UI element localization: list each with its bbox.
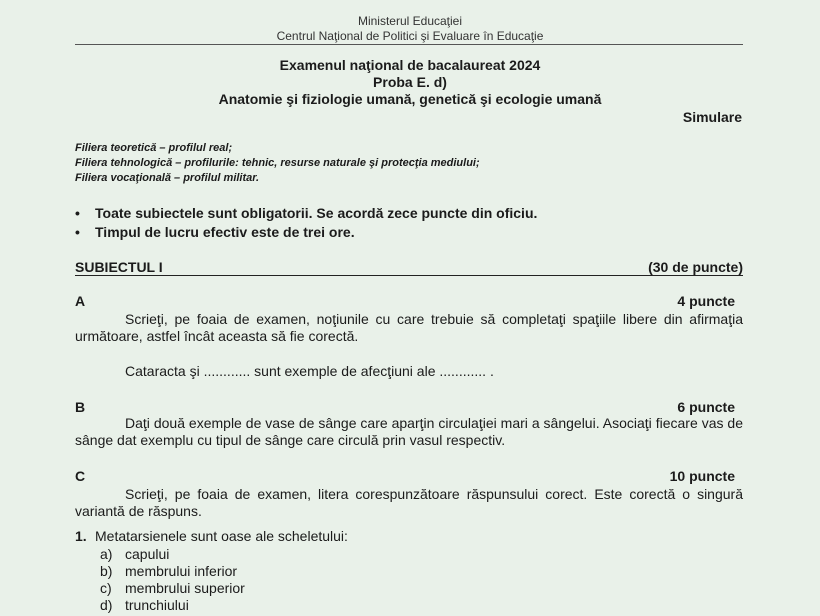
option-c (100, 580, 245, 596)
section-c-heading (75, 468, 743, 484)
section-a-letter: A (75, 293, 86, 309)
section-b-heading (75, 399, 743, 415)
section-b-points: 6 puncte (677, 399, 735, 415)
bullet-dot-icon: • (75, 205, 80, 221)
subject-title: SUBIECTUL I (75, 259, 163, 275)
subject-heading (75, 259, 743, 275)
section-b-letter: B (75, 399, 86, 415)
filiera-teoretica: Filiera teoretică – profilul real; (75, 142, 233, 154)
exam-subject: Anatomie şi fiziologie umană, genetică şi ecologie umană (218, 91, 602, 107)
option-letter: c) (100, 580, 112, 596)
section-a-instructions: Scrieţi, pe foaia de examen, noţiunile cu care trebuie să completaţi spaţiile libere din afirmaţia următoare, astfel încât aceasta să fie corectă. (75, 311, 743, 344)
section-c-instructions: Scrieţi, pe foaia de examen, litera corespunzătoare răspunsului corect. Este corectă o singură variantă de răspuns. (75, 486, 743, 519)
option-text: membrului superior (125, 580, 245, 596)
option-text: trunchiului (125, 597, 189, 613)
section-c-letter: C (75, 468, 86, 484)
option-text: membrului inferior (125, 563, 238, 579)
section-c-points: 10 puncte (669, 468, 735, 484)
subject-underline (75, 275, 743, 276)
section-a-points: 4 puncte (677, 293, 735, 309)
section-a-heading (75, 293, 743, 309)
exam-proba: Proba E. d) (373, 74, 447, 90)
option-d (100, 597, 189, 613)
option-letter: d) (100, 597, 113, 613)
rule-bullet-1 (75, 205, 537, 221)
option-text: capului (125, 546, 170, 562)
option-letter: a) (100, 546, 113, 562)
rule-text: Timpul de lucru efectiv este de trei ore. (95, 224, 355, 240)
exam-title: Examenul naţional de bacalaureat 2024 (279, 57, 541, 73)
rule-text: Toate subiectele sunt obligatorii. Se acordă zece puncte din oficiu. (95, 205, 538, 221)
question-text: Metatarsienele sunt oase ale scheletului: (95, 528, 348, 544)
question-number: 1. (75, 528, 87, 544)
section-a-statement: Cataracta şi ............ sunt exemple de afecţiuni ale ............ . (125, 363, 494, 379)
filiera-vocationala: Filiera vocaţională – profilul militar. (75, 172, 259, 184)
subject-points: (30 de puncte) (648, 259, 743, 275)
ministry-name: Ministerul Educaţiei (357, 14, 463, 28)
center-name: Centrul Naţional de Politici şi Evaluare în Educaţie (276, 29, 544, 43)
bullet-dot-icon: • (75, 224, 80, 240)
option-a (100, 546, 169, 562)
header-rule (75, 44, 743, 45)
filiera-tehnologica: Filiera tehnologică – profilurile: tehnic, resurse naturale şi protecţia mediului; (75, 157, 480, 169)
option-b (100, 563, 237, 579)
option-letter: b) (100, 563, 113, 579)
section-b-instructions: Daţi două exemple de vase de sânge care aparţin circulaţiei mari a sângelui. Asociaţi fiecare vas de sânge dat exemplu cu tipul de sânge care circulă prin vasul respectiv. (75, 415, 743, 448)
rule-bullet-2 (75, 224, 355, 240)
simulare-label: Simulare (682, 109, 742, 125)
question-1 (75, 528, 348, 545)
